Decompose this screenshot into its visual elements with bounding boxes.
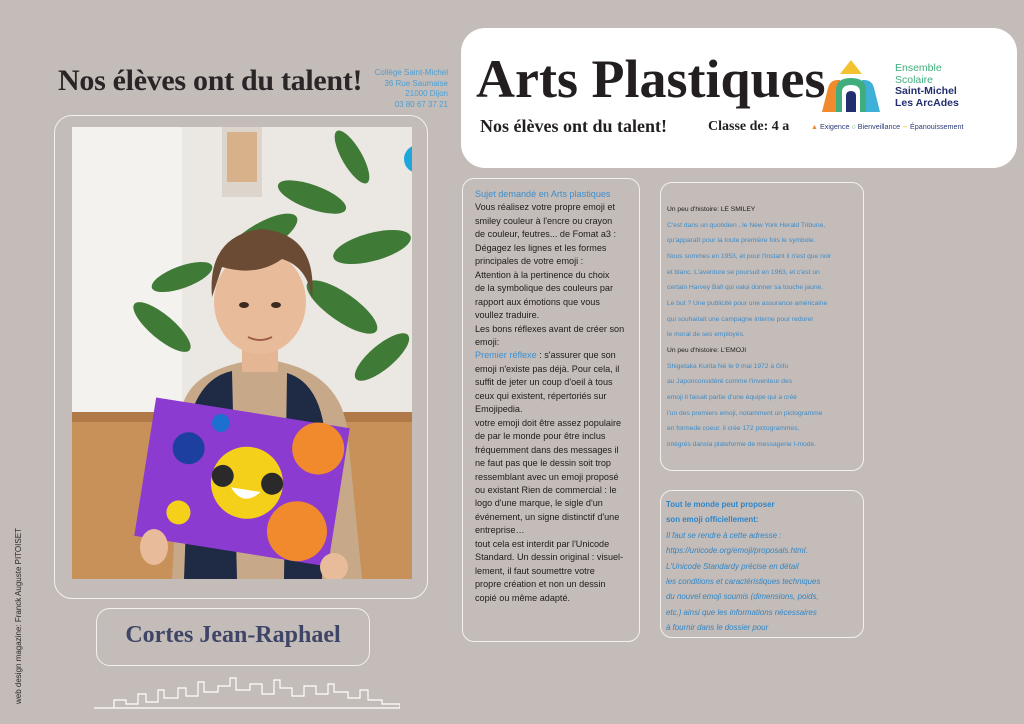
smiley-heading: Un peu d'histoire: LE SMILEY [667, 206, 756, 213]
student-photo-illustration [72, 127, 412, 579]
subject-line: smiley couleur à l'encre ou crayon [475, 215, 613, 226]
wave-icon: ∼ [902, 124, 908, 131]
propose-heading-1: Tout le monde peut proposer [666, 500, 775, 509]
subject-line: principales de votre emoji : [475, 256, 584, 267]
smiley-line: certain Harvey Ball qui valui donner sa touche jaune. [667, 284, 824, 292]
subject-line: voullez traduire. [475, 310, 540, 321]
subject-line: Emojipedia. [475, 404, 523, 415]
propose-line: à fournir dans le dossier pour [666, 623, 769, 633]
value-2: Bienveillance [857, 122, 901, 131]
emoji-line: l'un des premiers emoji, notamment un pictogramme [667, 409, 823, 417]
propose-text [666, 497, 864, 636]
student-name: Cortes Jean-Raphael [125, 622, 341, 648]
subject-line: propre création et non un dessin [475, 579, 606, 590]
subject-line: rapport aux émotions que vous [475, 296, 600, 307]
subject-line: ou existant Rien de commercial : le [475, 484, 617, 495]
class-label: Classe de: 4 a [708, 119, 790, 134]
subject-line: fréquemment dans des messages il [475, 444, 619, 455]
subject-line: ceux qui existent, répertoriés sur [475, 390, 607, 401]
smiley-line: Nous sommes en 1953, et pour l'instant il n'est que noir [667, 252, 832, 260]
emoji-line: emoji il faisait partie d'une équipe qui a créé [667, 393, 797, 401]
city-skyline-icon [94, 668, 400, 712]
emoji-line: au Japonconsidéré comme l'inventeur des [667, 378, 793, 386]
propose-line: L'Unicode Standardy précise en détail [666, 561, 799, 571]
subject-text [475, 188, 641, 605]
school-address [360, 68, 448, 110]
page-title: Arts Plastiques [476, 49, 826, 109]
emoji-line: en formede coeur. il crée 172 pictogrammes, [667, 425, 800, 433]
smiley-line: le moral de ses employés. [667, 331, 745, 339]
smiley-line: qui souhaitait une campagne interne pour redorer [667, 315, 814, 323]
propose-line: les conditions et caractéristiques techniques [666, 577, 821, 587]
subject-line: Dégagez les lignes et les formes [475, 242, 607, 253]
logo-line-4: Les ArcAdes [895, 96, 959, 109]
subject-heading: Sujet demandé en Arts plastiques [475, 189, 611, 199]
subject-line: de par le monde pour être inclus [475, 431, 606, 442]
school-logo-icon [818, 58, 884, 116]
subject-line: suffit de jeter un coup d'oeil à tous [475, 377, 613, 388]
subject-line: de la symbolique des couleurs par [475, 283, 614, 294]
reflex-text: : s'assurer que son [536, 350, 616, 361]
reflex-label: Premier réflexe [475, 350, 537, 361]
propose-line: etc.) ainsi que les informations nécessaires [666, 607, 817, 617]
school-phone: 03 80 67 37 21 [394, 99, 448, 109]
subject-line: ressemblant avec un emoji proposé [475, 471, 619, 482]
subject-line: ne faut pas que le dessin soit trop [475, 458, 611, 469]
subject-line: entreprise… [475, 525, 525, 536]
propose-link[interactable]: https://unicode.org/emoji/proposals.html. [666, 546, 808, 556]
propose-line: du nouvel emoji soumis (dimensions, poids, [666, 592, 819, 602]
value-3: Épanouissement [909, 122, 964, 131]
propose-line: Il faut se rendre à cette adresse : [666, 530, 782, 540]
subject-line: de couleur, feutres... de Fomat a3 : [475, 229, 617, 240]
propose-heading-2: son emoji officiellement: [666, 515, 759, 525]
logo-values [811, 122, 964, 131]
emoji-line: Shigetaka Kurita Né le 9 mai 1972 à Gifu [667, 362, 789, 370]
emoji-heading: Un peu d'histoire: L'EMOJI [667, 346, 747, 354]
subject-line: Les bons réflexes avant de créer son [475, 323, 625, 334]
school-street: 36 Rue Saumaise [384, 78, 448, 88]
student-photo [72, 127, 412, 579]
page-subtitle: Nos élèves ont du talent! [480, 116, 667, 136]
design-credit: web design magazine: Franck Auguste PITOISET [14, 528, 23, 704]
circle-icon: ○ [851, 124, 856, 131]
logo-line-1: Ensemble [895, 62, 942, 74]
smiley-line: et blanc. L'aventure se poursuit en 1963, et c'est un [667, 268, 820, 276]
logo-text [895, 63, 959, 109]
subject-line: logo d'une marque, le sigle d'un [475, 498, 603, 509]
history-text [667, 202, 865, 453]
school-city: 21000 Dijon [405, 89, 448, 98]
left-title: Nos élèves ont du talent! [58, 64, 363, 97]
value-1: Exigence [819, 122, 850, 131]
reflex-line [475, 349, 641, 362]
subject-line: votre emoji doit être assez populaire [475, 417, 622, 428]
subject-line: événement, un signe distinctif d'une [475, 511, 620, 522]
subject-line: emoji: [475, 336, 500, 347]
subject-line: emoji n'existe pas déjà. Pour cela, il [475, 363, 620, 374]
subject-line: lement, il faut soumettre votre [475, 565, 595, 576]
subject-line: Standard. Un dessin original : visuel- [475, 552, 624, 563]
subject-line: tout cela est interdit par l'Unicode [475, 538, 610, 549]
smiley-line: Le but ? Une publicité pour une assurance américaine [667, 299, 828, 307]
subject-line: Vous réalisez votre propre emoji et [475, 202, 616, 213]
school-name: Collège Saint-Michel [374, 68, 448, 77]
triangle-icon: ▲ [811, 124, 818, 131]
smiley-line: qu'apparaît pour la toute première fois le symbole. [667, 237, 816, 245]
logo-line-2: Scolaire [895, 73, 933, 86]
subject-line: copié ou même adapté. [475, 592, 571, 603]
smiley-line: C'est dans un quotidien , le New York Herald Tribune, [667, 221, 826, 229]
subject-line: Attention à la pertinence du choix [475, 269, 610, 280]
emoji-line: intégrés dansla plateforme de messagerie I-mode. [667, 440, 817, 448]
logo-line-3: Saint-Michel [895, 85, 957, 97]
